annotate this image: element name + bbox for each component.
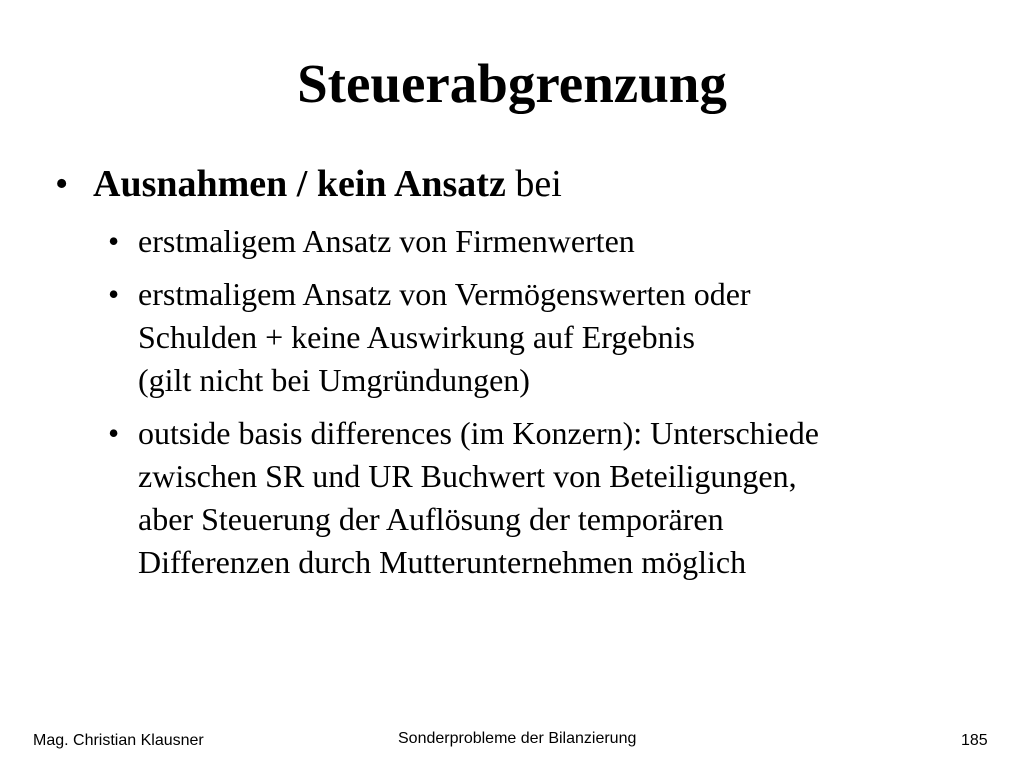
bullet-dot: • [108, 415, 120, 451]
main-bullet [55, 160, 562, 208]
slide-title: Steuerabgrenzung [297, 53, 727, 114]
main-bullet-normal-text: bei [505, 163, 562, 205]
bullet-dot: • [108, 276, 120, 312]
sub-bullet-item [108, 412, 988, 584]
sub-bullet-line: aber Steuerung der Auflösung der temporären [138, 501, 724, 537]
footer-course: Sonderprobleme der Bilanzierung [398, 730, 637, 747]
sub-bullet-line: outside basis differences (im Konzern): Unterschiede [138, 415, 819, 451]
sub-bullet-list [108, 220, 988, 594]
sub-bullet-line: zwischen SR und UR Buchwert von Beteiligungen, [138, 458, 797, 494]
footer-author: Mag. Christian Klausner [33, 732, 204, 749]
sub-bullet-line: erstmaligem Ansatz von Vermögenswerten oder [138, 276, 751, 312]
sub-bullet-line: (gilt nicht bei Umgründungen) [138, 362, 530, 398]
sub-bullet-line: erstmaligem Ansatz von Firmenwerten [138, 223, 635, 259]
main-bullet-bold-text: Ausnahmen / kein Ansatz [93, 163, 506, 205]
footer-page-number: 185 [961, 732, 988, 749]
sub-bullet-line: Schulden + keine Auswirkung auf Ergebnis [138, 319, 695, 355]
sub-bullet-line: Differenzen durch Mutterunternehmen möglich [138, 544, 747, 580]
sub-bullet-item [108, 220, 988, 263]
bullet-dot: • [55, 163, 69, 205]
sub-bullet-item [108, 273, 988, 402]
bullet-dot: • [108, 223, 120, 259]
